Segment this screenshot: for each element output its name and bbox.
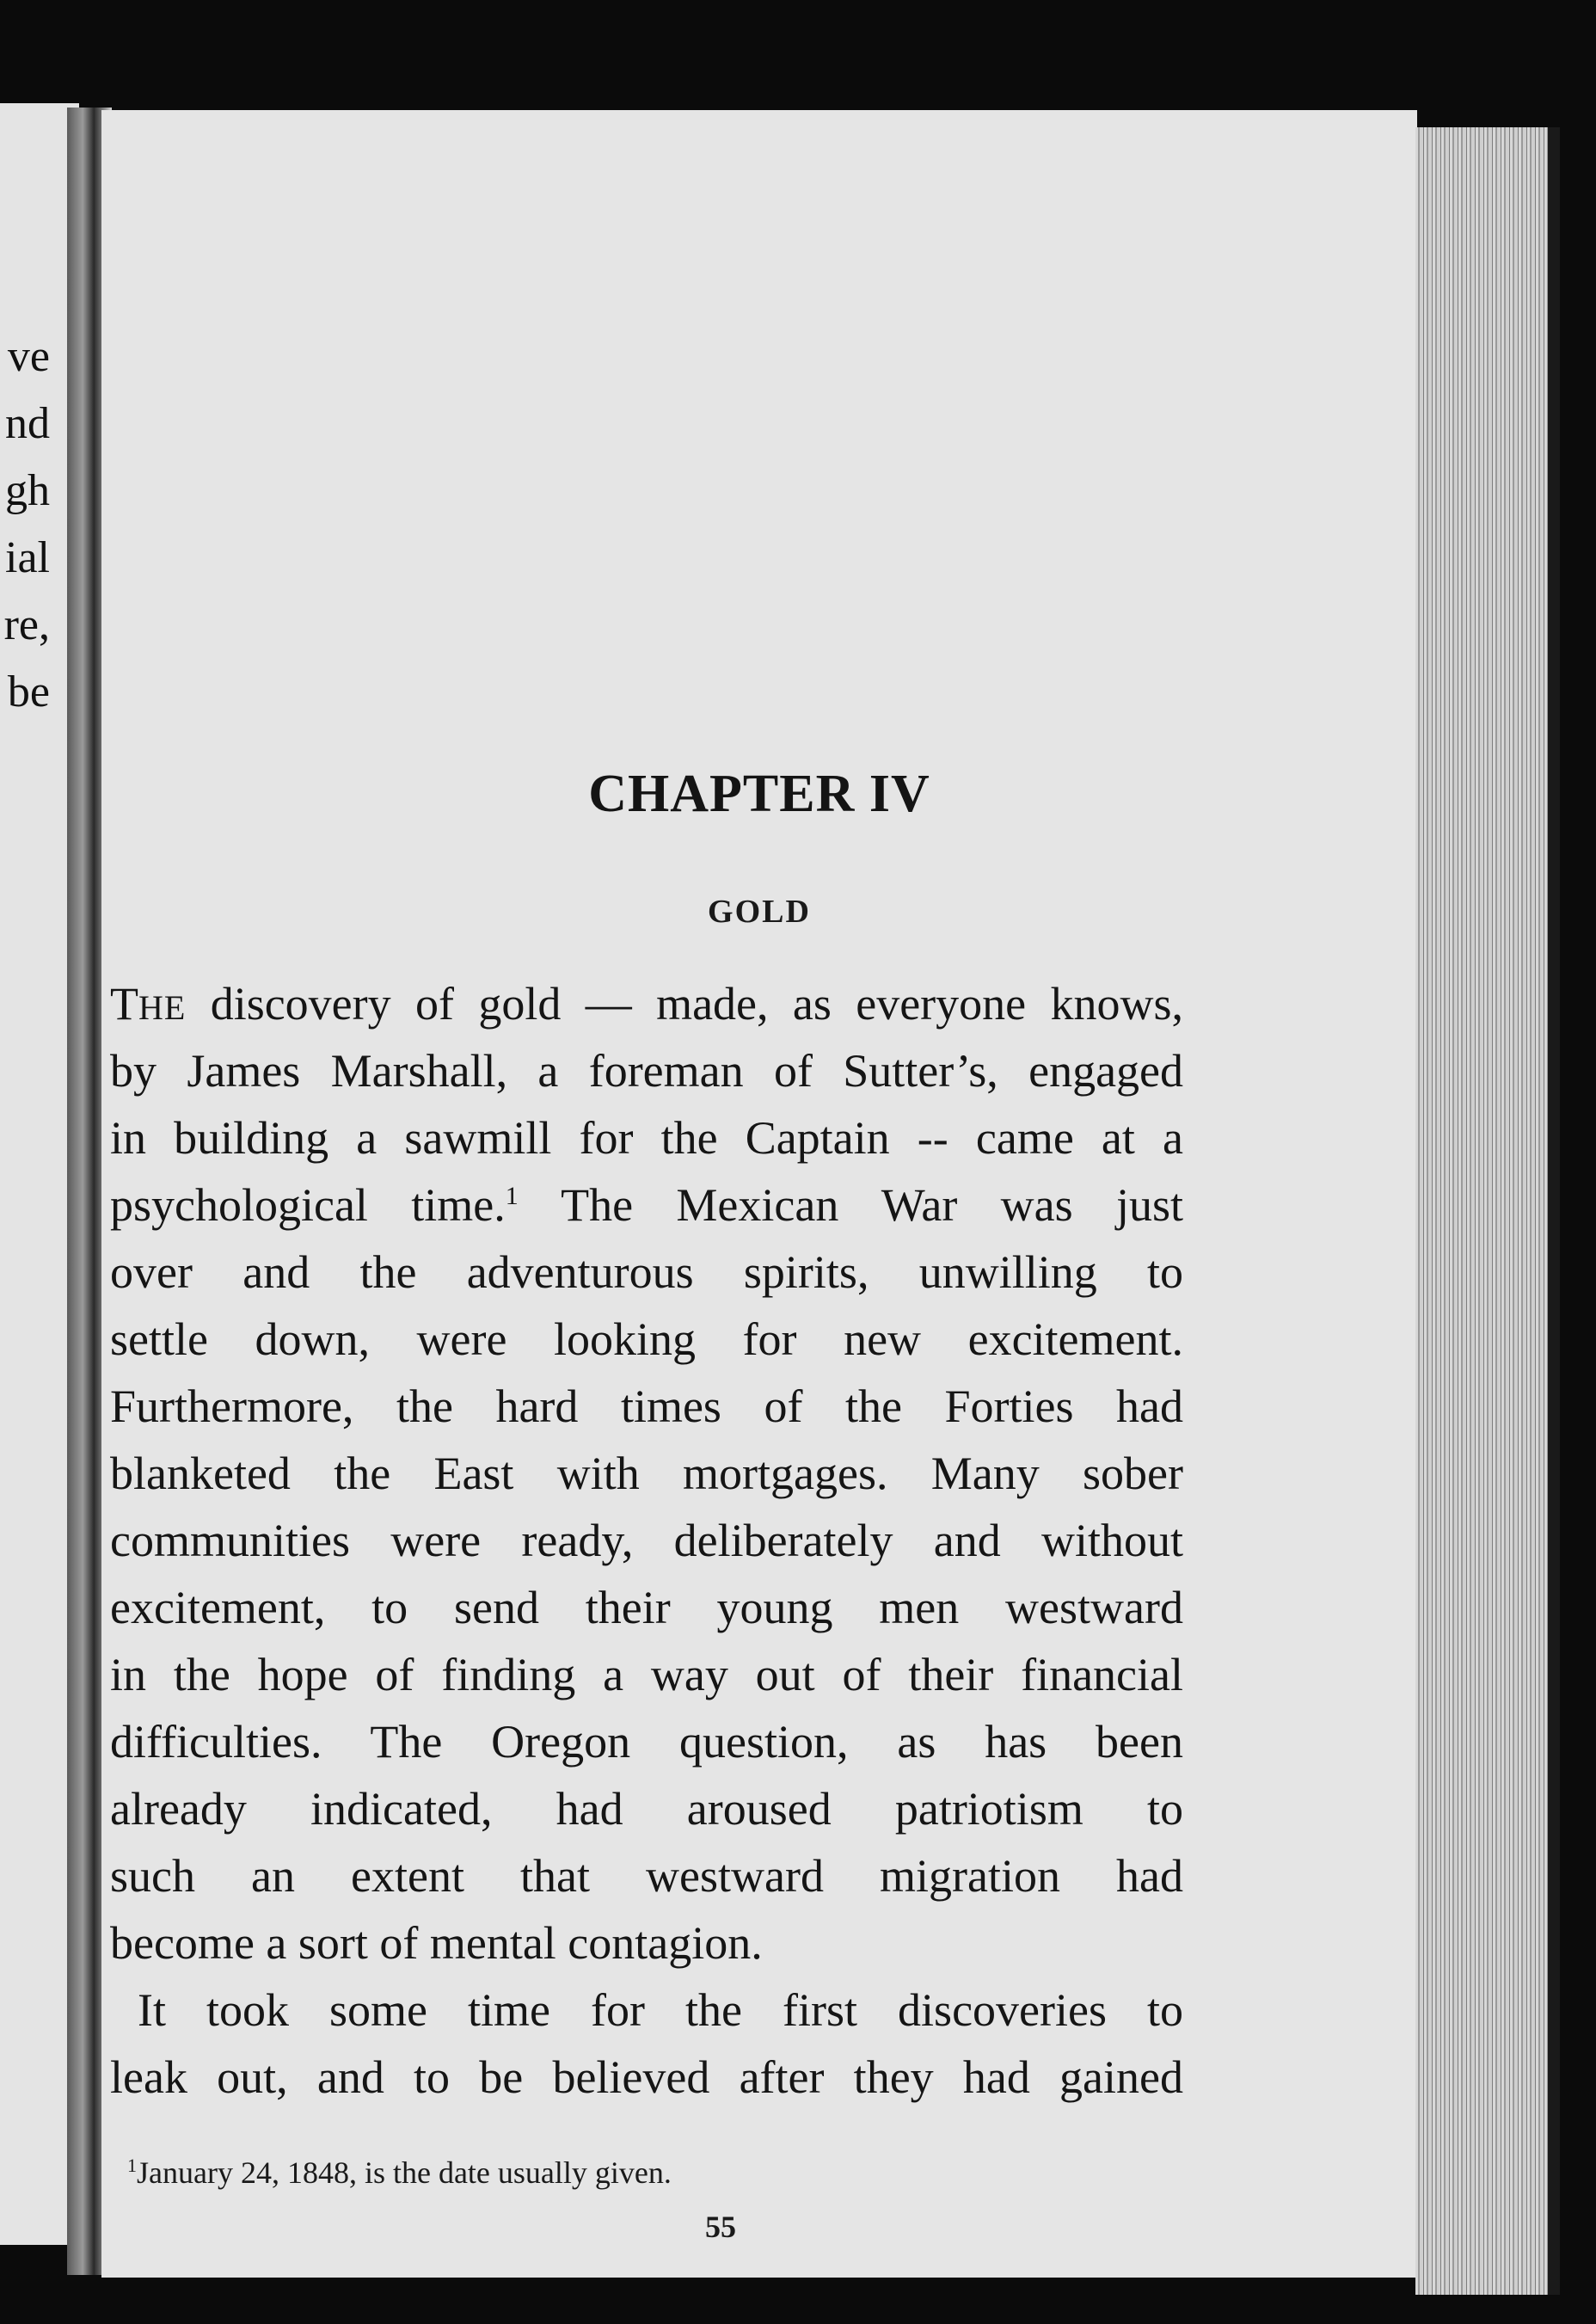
text-line: become a sort of mental contagion. — [110, 1917, 763, 1969]
text-line: It took some time for the first discoveries to — [138, 1984, 1183, 2036]
text-line: blanketed the East with mortgages. Many sober — [110, 1448, 1183, 1499]
line-text: psychological time. — [110, 1179, 506, 1231]
text-line: in building a sawmill for the Captain -- came at a — [110, 1112, 1183, 1164]
text-line: difficulties. The Oregon question, as has been — [110, 1716, 1183, 1768]
facing-page-text: ial — [5, 533, 50, 582]
line-text: The Mexican War was just — [518, 1179, 1183, 1231]
facing-page-text: re, — [3, 600, 50, 649]
text-line: in the hope of finding a way out of their financial — [110, 1649, 1183, 1700]
line-text: discovery of gold — made, as everyone knows, — [186, 978, 1183, 1030]
book-page — [101, 110, 1417, 2278]
text-line: by James Marshall, a foreman of Sutter’s, engaged — [110, 1045, 1183, 1097]
section-title: GOLD — [708, 894, 811, 930]
text-line: Furthermore, the hard times of the Forties had — [110, 1380, 1183, 1432]
small-caps-first: T — [110, 978, 138, 1030]
footnote-text: January 24, 1848, is the date usually given. — [137, 2155, 672, 2190]
small-caps-rest: HE — [138, 988, 187, 1027]
footnote — [127, 2155, 672, 2191]
facing-page-text: ve — [7, 332, 50, 381]
text-line: such an extent that westward migration had — [110, 1850, 1183, 1902]
facing-page-text: gh — [5, 466, 50, 515]
text-line: settle down, were looking for new excitement. — [110, 1313, 1183, 1365]
text-line — [110, 1171, 1183, 1239]
text-line: excitement, to send their young men westward — [110, 1582, 1183, 1633]
text-line — [110, 970, 1183, 1037]
text-line: leak out, and to be believed after they had gained — [110, 2051, 1183, 2103]
body-text — [110, 970, 1183, 2111]
footnote-reference: 1 — [505, 1182, 519, 1210]
footnote-mark: 1 — [127, 2155, 137, 2176]
text-line: over and the adventurous spirits, unwilling to — [110, 1246, 1183, 1298]
page-edges — [1415, 127, 1560, 2295]
facing-page-text: nd — [5, 399, 50, 448]
chapter-title: CHAPTER IV — [588, 765, 930, 823]
facing-page-text: be — [7, 667, 50, 716]
page-number: 55 — [705, 2210, 736, 2244]
text-line: already indicated, had aroused patriotism to — [110, 1783, 1183, 1835]
text-line: communities were ready, deliberately and without — [110, 1515, 1183, 1566]
